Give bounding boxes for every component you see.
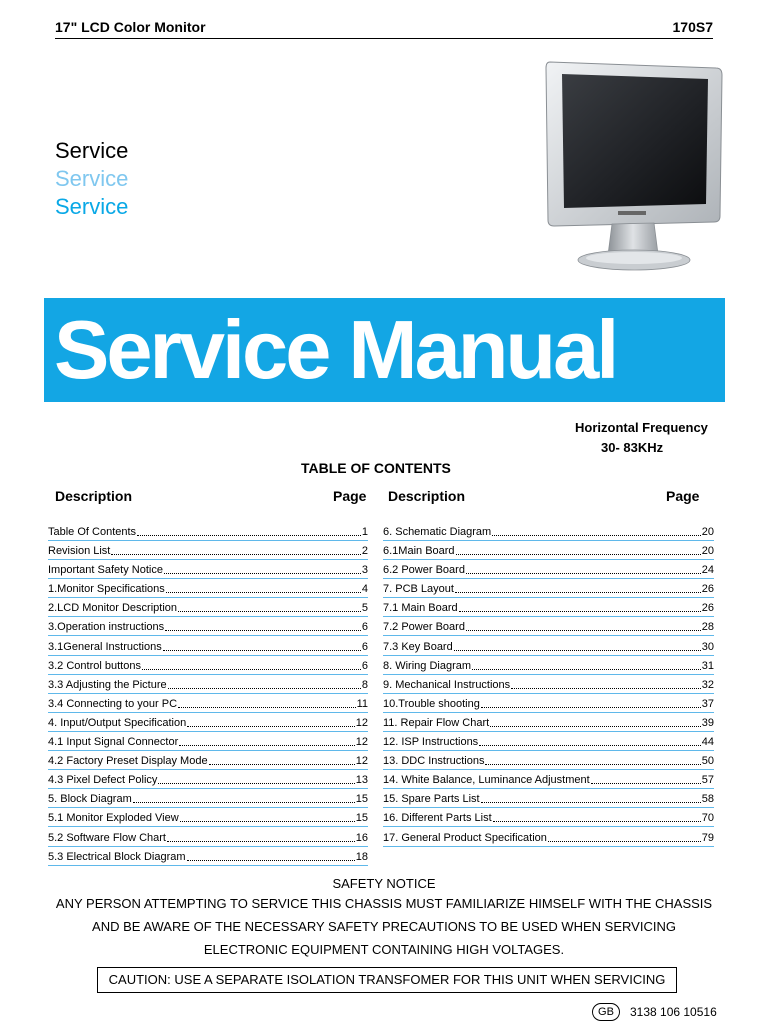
toc-entry[interactable] xyxy=(48,561,368,579)
toc-entry-page: 28 xyxy=(701,621,714,634)
toc-right-page-header: Page xyxy=(666,488,700,504)
toc-entry[interactable] xyxy=(383,676,714,694)
toc-leader-dots xyxy=(209,762,355,765)
toc-left-page-header: Page xyxy=(333,488,367,504)
toc-entry-title: 14. White Balance, Luminance Adjustment xyxy=(383,774,590,787)
lcd-monitor-image xyxy=(538,58,734,276)
toc-entry-page: 50 xyxy=(701,755,714,768)
toc-leader-dots xyxy=(111,552,361,555)
toc-leader-dots xyxy=(493,819,701,822)
toc-leader-dots xyxy=(179,743,354,746)
toc-leader-dots xyxy=(178,705,356,708)
toc-entry[interactable] xyxy=(48,848,368,866)
toc-entry[interactable] xyxy=(383,752,714,770)
toc-entry-title: 4. Input/Output Specification xyxy=(48,716,187,729)
toc-entry[interactable] xyxy=(383,829,714,847)
toc-entry[interactable] xyxy=(48,809,368,827)
safety-notice-line: AND BE AWARE OF THE NECESSARY SAFETY PRECAUTIONS TO BE USED WHEN SERVICING xyxy=(92,919,676,934)
toc-leader-dots xyxy=(456,552,701,555)
toc-entry-page: 30 xyxy=(701,640,714,653)
toc-leader-dots xyxy=(459,609,701,612)
toc-entry[interactable] xyxy=(383,714,714,732)
service-word-cyan: Service xyxy=(55,194,129,219)
toc-entry[interactable] xyxy=(48,714,368,732)
toc-entry-page: 18 xyxy=(355,850,368,863)
toc-entry[interactable] xyxy=(48,752,368,770)
toc-leader-dots xyxy=(490,724,701,727)
toc-entry-page: 11 xyxy=(356,697,368,710)
toc-entry-title: 17. General Product Specification xyxy=(383,831,547,844)
toc-leader-dots xyxy=(165,628,361,631)
toc-entry-page: 2 xyxy=(361,545,368,558)
toc-entry-page: 20 xyxy=(701,526,714,538)
toc-leader-dots xyxy=(479,743,701,746)
toc-entry-title: 7.3 Key Board xyxy=(383,640,453,653)
toc-entry-page: 12 xyxy=(355,755,368,768)
toc-entry[interactable] xyxy=(383,638,714,656)
toc-entry-page: 58 xyxy=(701,793,714,806)
toc-entry[interactable] xyxy=(383,733,714,751)
toc-leader-dots xyxy=(187,858,355,861)
toc-leader-dots xyxy=(492,533,701,536)
frequency-label: Horizontal Frequency xyxy=(575,420,708,435)
toc-leader-dots xyxy=(158,781,354,784)
service-word-light-blue: Service xyxy=(55,166,129,191)
toc-leader-dots xyxy=(167,839,355,842)
toc-entry-title: 7. PCB Layout xyxy=(383,583,454,596)
toc-entry-page: 4 xyxy=(361,583,368,596)
toc-entry[interactable] xyxy=(48,790,368,808)
toc-entry[interactable] xyxy=(383,657,714,675)
toc-entry[interactable] xyxy=(383,809,714,827)
toc-entry-title: Important Safety Notice xyxy=(48,564,163,577)
toc-leader-dots xyxy=(454,648,701,651)
toc-entry[interactable] xyxy=(383,542,714,560)
toc-entry-title: 9. Mechanical Instructions xyxy=(383,678,511,691)
toc-entry-title: 5. Block Diagram xyxy=(48,793,132,806)
toc-entry-page: 79 xyxy=(701,831,714,844)
toc-entry-title: 4.1 Input Signal Connector xyxy=(48,736,179,749)
toc-entry[interactable] xyxy=(48,829,368,847)
toc-right-column xyxy=(383,523,714,848)
toc-leader-dots xyxy=(180,819,355,822)
toc-title: TABLE OF CONTENTS xyxy=(301,460,451,476)
toc-entry-title: 5.1 Monitor Exploded View xyxy=(48,812,179,825)
toc-entry-page: 1 xyxy=(361,526,368,538)
service-word-black: Service xyxy=(55,138,129,163)
toc-entry-page: 6 xyxy=(361,659,368,672)
toc-entry[interactable] xyxy=(48,657,368,675)
toc-entry[interactable] xyxy=(48,542,368,560)
toc-entry-title: 8. Wiring Diagram xyxy=(383,659,472,672)
toc-entry-page: 37 xyxy=(701,697,714,710)
toc-entry[interactable] xyxy=(383,790,714,808)
toc-entry-page: 32 xyxy=(701,678,714,691)
toc-entry[interactable] xyxy=(48,580,368,598)
toc-entry-page: 16 xyxy=(355,831,368,844)
toc-leader-dots xyxy=(466,628,701,631)
toc-entry[interactable] xyxy=(383,561,714,579)
toc-entry-page: 70 xyxy=(701,812,714,825)
caution-box: CAUTION: USE A SEPARATE ISOLATION TRANSFOMER FOR THIS UNIT WHEN SERVICING xyxy=(97,967,677,993)
toc-right-description-header: Description xyxy=(388,488,466,504)
toc-leader-dots xyxy=(168,686,361,689)
toc-leader-dots xyxy=(137,533,361,536)
toc-entry-title: 6.1Main Board xyxy=(383,545,455,558)
toc-entry-title: 5.2 Software Flow Chart xyxy=(48,831,166,844)
toc-entry-title: 7.2 Power Board xyxy=(383,621,465,634)
safety-notice-line: ANY PERSON ATTEMPTING TO SERVICE THIS CHASSIS MUST FAMILIARIZE HIMSELF WITH THE CHASSIS xyxy=(55,896,713,911)
toc-entry-title: 12. ISP Instructions xyxy=(383,736,479,749)
frequency-value: 30- 83KHz xyxy=(601,440,664,455)
toc-entry[interactable] xyxy=(383,580,714,598)
toc-leader-dots xyxy=(466,571,701,574)
toc-entry-page: 57 xyxy=(701,774,714,787)
toc-entry-page: 15 xyxy=(355,812,368,825)
toc-entry-page: 44 xyxy=(701,736,714,749)
toc-entry-title: 5.3 Electrical Block Diagram xyxy=(48,850,186,863)
toc-entry-page: 8 xyxy=(361,678,368,691)
document-title: 17" LCD Color Monitor xyxy=(55,19,206,35)
toc-entry-title: 10.Trouble shooting xyxy=(383,697,480,710)
toc-leader-dots xyxy=(455,590,701,593)
toc-entry-title: Revision List xyxy=(48,545,111,558)
toc-entry[interactable] xyxy=(48,771,368,789)
toc-leader-dots xyxy=(485,762,700,765)
toc-entry[interactable] xyxy=(383,599,714,617)
toc-entry[interactable] xyxy=(48,676,368,694)
toc-entry-title: Table Of Contents xyxy=(48,526,137,538)
toc-leader-dots xyxy=(481,800,701,803)
toc-entry-page: 39 xyxy=(701,716,714,729)
safety-notice-line: ELECTRONIC EQUIPMENT CONTAINING HIGH VOLTAGES. xyxy=(203,942,565,957)
toc-entry-page: 24 xyxy=(701,564,714,577)
toc-entry-page: 12 xyxy=(355,716,368,729)
toc-entry-page: 3 xyxy=(361,564,368,577)
toc-entry-title: 13. DDC Instructions xyxy=(383,755,485,768)
toc-entry-page: 12 xyxy=(355,736,368,749)
toc-leader-dots xyxy=(142,667,361,670)
toc-entry-page: 6 xyxy=(361,640,368,653)
toc-entry-page: 5 xyxy=(361,602,368,615)
toc-entry-title: 3.2 Control buttons xyxy=(48,659,141,672)
toc-entry-title: 15. Spare Parts List xyxy=(383,793,480,806)
document-header xyxy=(55,18,713,39)
toc-entry-title: 6.2 Power Board xyxy=(383,564,465,577)
toc-entry-title: 3.Operation instructions xyxy=(48,621,165,634)
toc-entry-title: 3.4 Connecting to your PC xyxy=(48,697,178,710)
toc-entry-page: 26 xyxy=(701,583,714,596)
toc-entry-title: 3.3 Adjusting the Picture xyxy=(48,678,167,691)
toc-leader-dots xyxy=(166,590,361,593)
toc-entry-title: 11. Repair Flow Chart xyxy=(383,716,490,729)
toc-entry-title: 4.3 Pixel Defect Policy xyxy=(48,774,158,787)
toc-entry-page: 6 xyxy=(361,621,368,634)
toc-leader-dots xyxy=(187,724,355,727)
toc-leader-dots xyxy=(472,667,701,670)
toc-entry[interactable] xyxy=(48,695,368,713)
toc-entry-title: 3.1General Instructions xyxy=(48,640,162,653)
service-manual-banner xyxy=(44,298,725,402)
toc-leader-dots xyxy=(548,839,701,842)
toc-entry-title: 16. Different Parts List xyxy=(383,812,492,825)
part-number: 3138 106 10516 xyxy=(630,1005,717,1019)
toc-entry[interactable] xyxy=(383,618,714,636)
toc-entry-title: 6. Schematic Diagram xyxy=(383,526,492,538)
toc-entry-title: 4.2 Factory Preset Display Mode xyxy=(48,755,208,768)
toc-entry-page: 31 xyxy=(701,659,714,672)
toc-entry-page: 15 xyxy=(355,793,368,806)
safety-notice-heading: SAFETY NOTICE xyxy=(332,876,436,891)
toc-left-description-header: Description xyxy=(55,488,133,504)
toc-leader-dots xyxy=(163,648,361,651)
toc-entry-title: 1.Monitor Specifications xyxy=(48,583,165,596)
toc-leader-dots xyxy=(481,705,701,708)
toc-entry[interactable] xyxy=(383,771,714,789)
toc-entry[interactable] xyxy=(383,523,714,541)
banner-title: Service Manual xyxy=(54,303,617,396)
country-code-badge: GB xyxy=(592,1003,620,1021)
toc-leader-dots xyxy=(591,781,701,784)
toc-entry-page: 20 xyxy=(701,545,714,558)
toc-leader-dots xyxy=(133,800,355,803)
toc-entry-page: 13 xyxy=(355,774,368,787)
toc-entry[interactable] xyxy=(48,599,368,617)
toc-entry[interactable] xyxy=(48,618,368,636)
toc-entry-title: 2.LCD Monitor Description xyxy=(48,602,177,615)
toc-leader-dots xyxy=(164,571,361,574)
toc-entry[interactable] xyxy=(48,638,368,656)
toc-left-column xyxy=(48,523,368,867)
model-number: 170S7 xyxy=(672,19,713,35)
toc-entry-page: 26 xyxy=(701,602,714,615)
toc-leader-dots xyxy=(178,609,361,612)
toc-entry[interactable] xyxy=(383,695,714,713)
toc-leader-dots xyxy=(511,686,701,689)
toc-entry[interactable] xyxy=(48,733,368,751)
toc-entry-title: 7.1 Main Board xyxy=(383,602,458,615)
toc-entry[interactable] xyxy=(48,523,368,541)
